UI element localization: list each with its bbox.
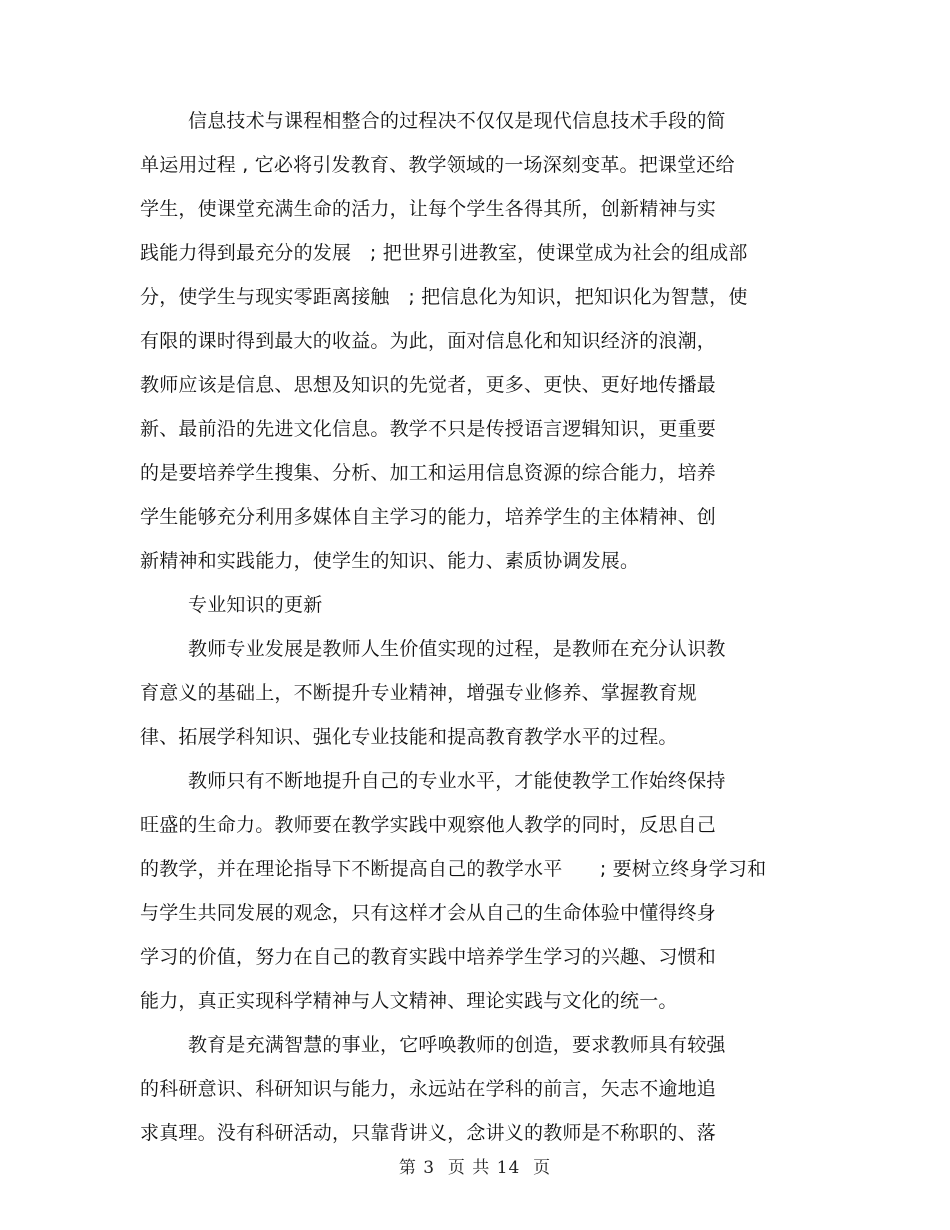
text-line: 新精神和实践能力，使学生的知识、能力、素质协调发展。 <box>140 550 640 572</box>
text-line: 分，使学生与现实零距离接触 ; 把信息化为知识，把知识化为智慧，使 <box>140 286 748 308</box>
text-line: 律、拓展学科知识、强化专业技能和提高教育教学水平的过程。 <box>140 726 678 748</box>
text-line: 新、最前沿的先进文化信息。教学不只是传授语言逻辑知识，更重要 <box>140 418 717 440</box>
text-line: 教师只有不断地提升自己的专业水平，才能使教学工作始终保持 <box>188 770 726 792</box>
text-line: 旺盛的生命力。教师要在教学实践中观察他人教学的同时，反思自己 <box>140 814 717 836</box>
text-line: 学生能够充分利用多媒体自主学习的能力，培养学生的主体精神、创 <box>140 506 717 528</box>
text-line: 能力，真正实现科学精神与人文精神、理论实践与文化的统一。 <box>140 990 678 1012</box>
text-line: 有限的课时得到最大的收益。为此，面对信息化和知识经济的浪潮， <box>140 330 717 352</box>
text-line: 育意义的基础上，不断提升专业精神，增强专业修养、掌握教育规 <box>140 682 697 704</box>
text-line: 教师应该是信息、思想及知识的先觉者，更多、更快、更好地传播最 <box>140 374 717 396</box>
text-line: 信息技术与课程相整合的过程决不仅仅是现代信息技术手段的简 <box>188 110 726 132</box>
text-line: 的教学，并在理论指导下不断提高自己的教学水平 ; 要树立终身学习和 <box>140 858 767 880</box>
text-line: 践能力得到最充分的发展 ; 把世界引进教室，使课堂成为社会的组成部 <box>140 242 748 264</box>
text-line: 的科研意识、科研知识与能力，永远站在学科的前言，矢志不逾地追 <box>140 1078 717 1100</box>
text-line: 学习的价值，努力在自己的教育实践中培养学生学习的兴趣、习惯和 <box>140 946 717 968</box>
text-line: 求真理。没有科研活动，只靠背讲义，念讲义的教师是不称职的、落 <box>140 1122 717 1144</box>
text-line: 的是要培养学生搜集、分析、加工和运用信息资源的综合能力，培养 <box>140 462 717 484</box>
page-number-footer: 第 3 页 共 14 页 <box>398 1158 552 1178</box>
section-heading: 专业知识的更新 <box>188 594 323 616</box>
text-line: 与学生共同发展的观念，只有这样才会从自己的生命体验中懂得终身 <box>140 902 717 924</box>
text-line: 学生，使课堂充满生命的活力，让每个学生各得其所，创新精神与实 <box>140 198 717 220</box>
text-line: 教育是充满智慧的事业，它呼唤教师的创造，要求教师具有较强 <box>188 1034 726 1056</box>
text-line: 教师专业发展是教师人生价值实现的过程，是教师在充分认识教 <box>188 638 726 660</box>
text-line: 单运用过程 , 它必将引发教育、教学领域的一场深刻变革。把课堂还给 <box>140 154 735 176</box>
